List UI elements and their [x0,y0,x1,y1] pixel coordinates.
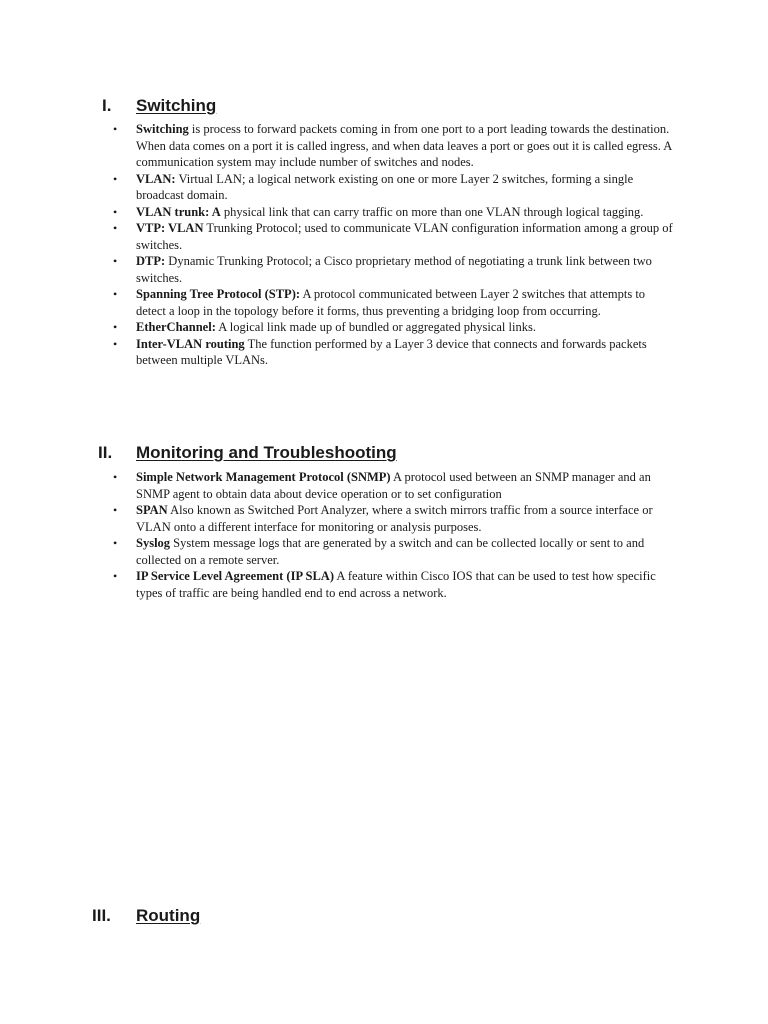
item-description: physical link that can carry traffic on more than one VLAN through logical tagging. [220,204,644,219]
item-description: is process to forward packets coming in from one port to a port leading towards the destination. When data comes on a port it is called ingress, and when data leaves a port or goes out it is called egress. A communication system may include number of switches and nodes. [136,122,672,169]
bullet-icon: • [113,171,118,186]
section-heading [0,96,768,120]
item-term: SPAN [136,503,168,517]
item-term: Syslog [136,536,171,550]
list-item [0,502,676,535]
item-term: Simple Network Management Protocol (SNMP) [136,470,391,484]
section-routing [0,906,768,930]
bullet-icon: • [113,569,118,583]
list-item [0,568,676,601]
item-description: The function performed by a Layer 3 device that connects and forwards packets between multiple VLANs. [136,336,647,367]
section-number: III. [92,906,111,925]
list-item [0,204,676,221]
item-description: A protocol used between an SNMP manager and an SNMP agent to obtain data about device operation or to set configuration [136,470,651,501]
section-number: I. [102,96,112,115]
item-description: Dynamic Trunking Protocol; a Cisco proprietary method of negotiating a trunk link between two switches. [136,254,652,285]
bullet-icon: • [113,336,118,351]
section-title: Monitoring and Troubleshooting [136,443,397,462]
section-title: Routing [136,906,201,925]
item-description: A protocol communicated between Layer 2 switches that attempts to detect a loop in the topology before it forms, thus preventing a bridging loop from occurring. [136,287,646,318]
bullet-icon: • [113,204,118,219]
item-term: Inter-VLAN routing [136,336,245,351]
bullet-icon: • [113,470,118,484]
item-description: System message logs that are generated by a switch and can be collected locally or sent to and collected on a remote server. [136,536,645,567]
item-description: Virtual LAN; a logical network existing on one or more Layer 2 switches, forming a single broadcast domain. [136,171,634,202]
section-monitoring [0,443,768,467]
item-term: Switching [136,122,189,136]
item-term: DTP: [136,254,166,268]
list-item [0,171,676,204]
switching-list [0,121,768,369]
bullet-icon: • [113,221,118,235]
section-number: II. [98,443,113,462]
list-item [0,535,676,568]
item-term: VTP: VLAN [136,221,204,235]
item-term: EtherChannel: [136,320,216,334]
list-item [0,469,676,502]
item-description: A logical link made up of bundled or aggregated physical links. [215,320,536,334]
bullet-icon: • [113,503,118,517]
section-title: Switching [136,96,217,115]
list-item [0,336,676,369]
item-term: Spanning Tree Protocol (STP): [136,287,301,301]
section-heading [0,443,768,467]
item-description: Also known as Switched Port Analyzer, where a switch mirrors traffic from a source interface or VLAN onto a different interface for monitoring or analysis purposes. [136,503,653,534]
monitoring-list [0,469,768,601]
bullet-icon: • [113,320,118,334]
bullet-icon: • [113,287,118,301]
list-item [0,319,676,336]
list-item [0,253,676,286]
item-description: A feature within Cisco IOS that can be used to test how specific types of traffic are being handled end to end across a network. [136,569,656,600]
list-item [0,220,676,253]
item-description: Trunking Protocol; used to communicate VLAN configuration information among a group of switches. [136,221,673,252]
item-term: VLAN trunk: A [136,204,221,219]
bullet-icon: • [113,536,118,550]
item-term: VLAN: [136,171,176,186]
section-heading [0,906,768,930]
bullet-icon: • [113,122,118,136]
item-term: IP Service Level Agreement (IP SLA) [136,569,334,583]
section-switching [0,96,768,120]
bullet-icon: • [113,254,118,268]
list-item [0,286,676,319]
list-item [0,121,676,171]
